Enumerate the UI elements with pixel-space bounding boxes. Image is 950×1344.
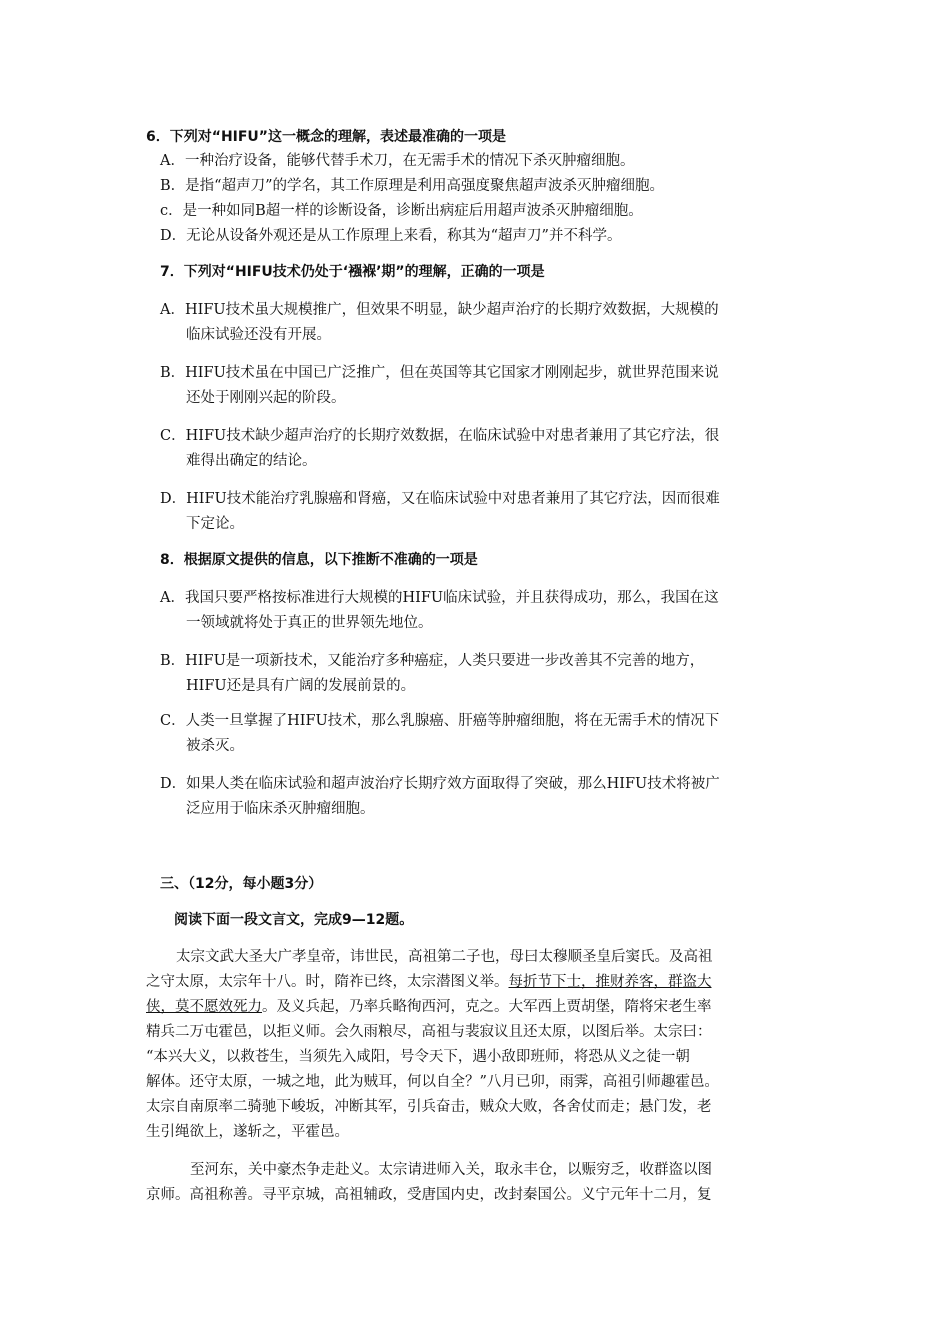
question-7-option-a-line2: 临床试验还没有开展。 [186, 327, 331, 343]
question-7-option-d-line1: D．HIFU技术能治疗乳腺癌和肾癌，又在临床试验中对患者兼用了其它疗法，因而很难 [160, 491, 720, 507]
passage-p1-line3: 侠，莫不愿效死力。及义兵起，乃率兵略徇西河，克之。大军西上贾胡堡，隋将宋老生率 [146, 999, 712, 1015]
question-6-option-c: c．是一种如同B超一样的诊断设备，诊断出病症后用超声波杀灭肿瘤细胞。 [160, 203, 643, 219]
question-6-option-d: D．无论从设备外观还是从工作原理上来看，称其为“超声刀”并不科学。 [160, 228, 622, 244]
question-7-option-d-line2: 下定论。 [186, 516, 244, 532]
question-7-option-a-line1: A．HIFU技术虽大规模推广，但效果不明显，缺少超声治疗的长期疗效数据，大规模的 [160, 302, 719, 318]
passage-p2-line2: 京师。高祖称善。寻平京城，高祖辅政，受唐国内史，改封秦国公。义宁元年十二月，复 [146, 1187, 712, 1203]
question-8-option-b-line2: HIFU还是具有广阔的发展前景的。 [186, 678, 416, 694]
question-8-option-c-line2: 被杀灭。 [186, 738, 244, 754]
question-7-option-c-line1: C．HIFU技术缺少超声治疗的长期疗效数据，在临床试验中对患者兼用了其它疗法，很 [160, 428, 720, 444]
question-8-option-d-line2: 泛应用于临床杀灭肿瘤细胞。 [186, 801, 375, 817]
question-8-option-d-line1: D．如果人类在临床试验和超声波治疗长期疗效方面取得了突破，那么HIFU技术将被广 [160, 776, 720, 792]
underlined-sentence-part2: 侠，莫不愿效死力 [146, 999, 262, 1015]
question-7-title: 7．下列对“HIFU技术仍处于‘襁褓’期”的理解，正确的一项是 [160, 264, 545, 280]
question-8-option-c-line1: C．人类一旦掌握了HIFU技术，那么乳腺癌、肝癌等肿瘤细胞，将在无需手术的情况下 [160, 713, 720, 729]
question-8-option-a-line2: 一领域就将处于真正的世界领先地位。 [186, 615, 433, 631]
question-7-option-c-line2: 难得出确定的结论。 [186, 453, 317, 469]
question-6-option-a: A．一种治疗设备，能够代替手术刀，在无需手术的情况下杀灭肿瘤细胞。 [160, 153, 635, 169]
passage-p1-line4: 精兵二万屯霍邑，以拒义师。会久雨粮尽，高祖与裴寂议且还太原，以图后举。太宗曰： [146, 1024, 712, 1040]
section-3-instruction: 阅读下面一段文言文，完成9—12题。 [174, 912, 414, 928]
passage-p1-line2: 之守太原，太宗年十八。时，隋祚已终，太宗潜图义举。每折节下士，推财养客，群盗大 [146, 974, 712, 990]
question-7-option-b-line1: B．HIFU技术虽在中国已广泛推广，但在英国等其它国家才刚刚起步，就世界范围来说 [160, 365, 719, 381]
passage-p1-line7: 太宗自南原率二骑驰下峻坂，冲断其军，引兵奋击，贼众大败，各舍仗而走；悬门发，老 [146, 1099, 712, 1115]
passage-p1-line5: “本兴大义，以救苍生，当须先入咸阳，号令天下，遇小敌即班师，将恐从义之徒一朝 [146, 1049, 690, 1065]
question-6-option-b: B．是指“超声刀”的学名，其工作原理是利用高强度聚焦超声波杀灭肿瘤细胞。 [160, 178, 664, 194]
underlined-sentence-part1: 每折节下士，推财养客，群盗大 [508, 974, 712, 990]
section-3-heading: 三、（12分，每小题3分） [160, 876, 323, 892]
question-8-option-b-line1: B．HIFU是一项新技术，又能治疗多种癌症，人类只要进一步改善其不完善的地方， [160, 653, 705, 669]
passage-p1-line8: 生引绳欲上，遂斩之，平霍邑。 [146, 1124, 349, 1140]
passage-p2-line1: 至河东，关中豪杰争走赴义。太宗请进师入关，取永丰仓，以赈穷乏，收群盗以图 [190, 1162, 712, 1178]
passage-p1-line1: 太宗文武大圣大广孝皇帝，讳世民，高祖第二子也，母曰太穆顺圣皇后窦氏。及高祖 [176, 949, 713, 965]
question-8-title: 8．根据原文提供的信息，以下推断不准确的一项是 [160, 552, 478, 568]
question-8-option-a-line1: A．我国只要严格按标准进行大规模的HIFU临床试验，并且获得成功，那么，我国在这 [160, 590, 719, 606]
passage-p1-line6: 解体。还守太原，一城之地，此为贼耳，何以自全？”八月已卯，雨霁，高祖引师趣霍邑。 [146, 1074, 719, 1090]
question-6-title: 6．下列对“HIFU”这一概念的理解，表述最准确的一项是 [146, 129, 506, 145]
question-7-option-b-line2: 还处于刚刚兴起的阶段。 [186, 390, 346, 406]
